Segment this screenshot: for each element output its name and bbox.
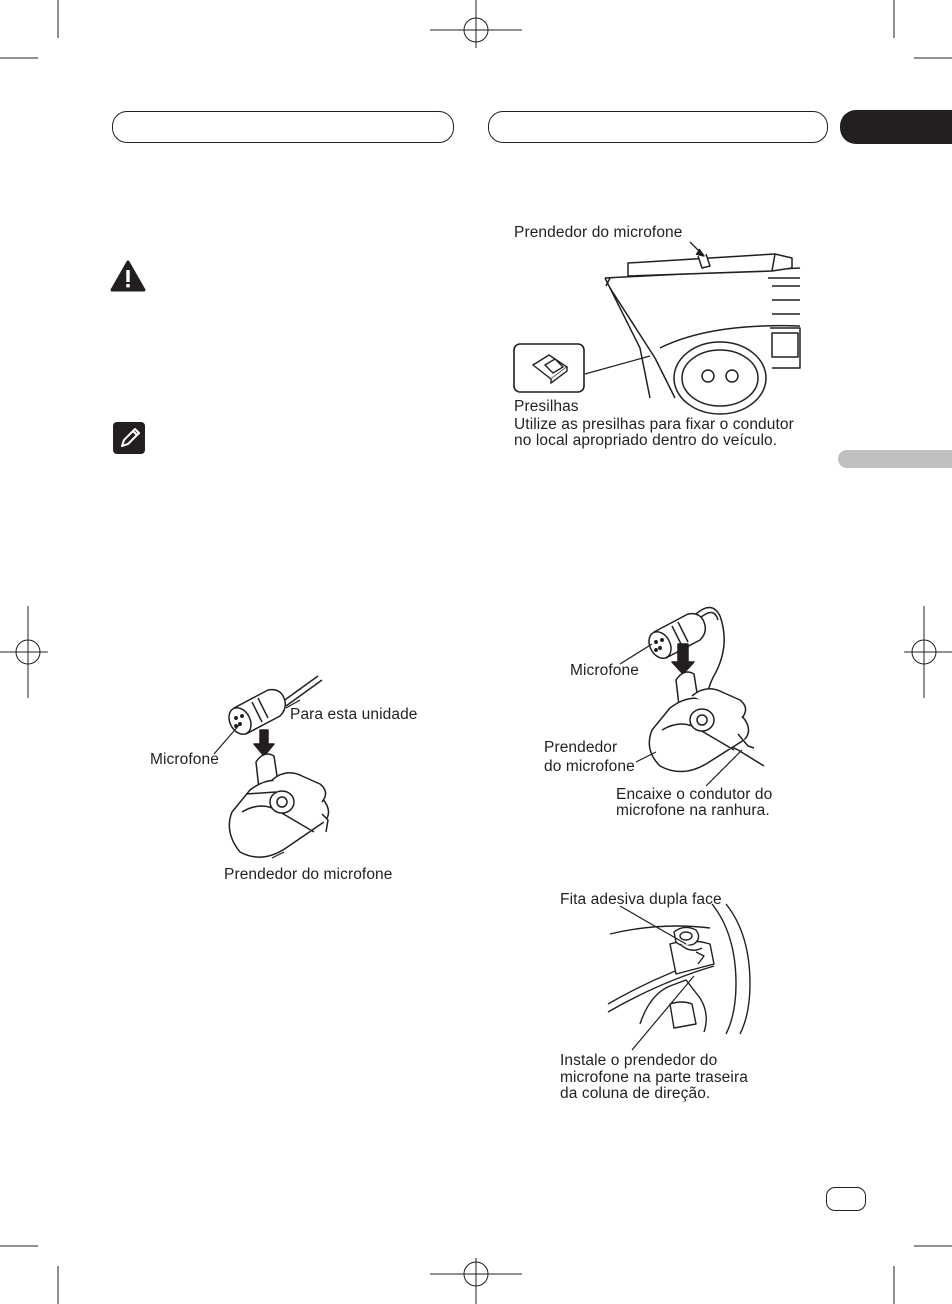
column-install-line2: microfone na parte traseira (560, 1069, 748, 1086)
clamps-note-line2: no local apropriado dentro do veículo. (514, 432, 778, 449)
clamps-label: Presilhas (514, 398, 579, 415)
right-clip-label-line2: do microfone (544, 758, 635, 775)
page-number-box (826, 1187, 866, 1211)
right-microphone-label: Microfone (570, 662, 639, 679)
left-unit-label: Para esta unidade (290, 706, 418, 723)
right-groove-label-line1: Encaixe o condutor do (616, 786, 773, 803)
column-install-line3: da coluna de direção. (560, 1085, 711, 1102)
right-clip-label-line1: Prendedor (544, 739, 618, 756)
right-groove-label-line2: microfone na ranhura. (616, 802, 770, 819)
visor-clip-label: Prendedor do microfone (514, 224, 683, 241)
left-microphone-label: Microfone (150, 751, 219, 768)
left-clip-label: Prendedor do microfone (224, 866, 393, 883)
tape-label: Fita adesiva dupla face (560, 891, 722, 908)
clamps-note-line1: Utilize as presilhas para fixar o condutor (514, 416, 794, 433)
column-install-line1: Instale o prendedor do (560, 1052, 718, 1069)
